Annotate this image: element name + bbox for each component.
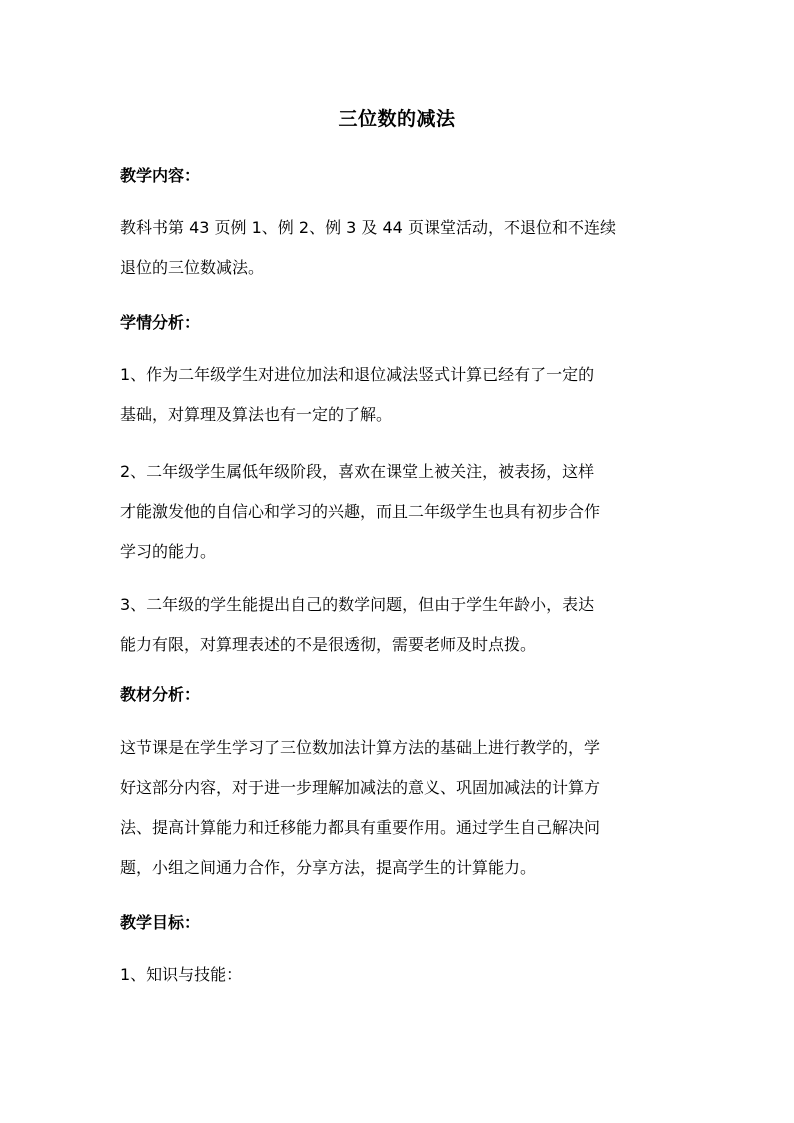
heading-teaching-content: 教学内容： (120, 166, 201, 185)
text-line: 1、作为二年级学生对进位加法和退位减法竖式计算已经有了一定的 (120, 365, 595, 384)
heading-teaching-goals: 教学目标： (120, 913, 201, 932)
heading-material-analysis: 教材分析： (120, 685, 201, 704)
heading-student-analysis: 学情分析： (120, 313, 201, 332)
text-line: 退位的三位数减法。 (120, 258, 265, 277)
text-line: 3、二年级的学生能提出自己的数学问题，但由于学生年龄小，表达 (120, 595, 595, 614)
text-line: 学习的能力。 (120, 542, 217, 561)
paragraph-goals-item-1 (120, 955, 676, 995)
text-line: 基础，对算理及算法也有一定的了解。 (120, 405, 393, 424)
text-line: 好这部分内容，对于进一步理解加减法的意义、巩固加减法的计算方 (120, 778, 601, 797)
text-line: 能力有限，对算理表述的不是很透彻，需要老师及时点拨。 (120, 635, 537, 654)
paragraph-material-analysis (120, 728, 676, 888)
paragraph-teaching-content (120, 208, 676, 288)
text-line: 题，小组之间通力合作，分享方法，提高学生的计算能力。 (120, 858, 537, 877)
document-title: 三位数的减法 (338, 108, 456, 130)
paragraph-student-analysis-1 (120, 355, 676, 435)
paragraph-student-analysis-3 (120, 585, 676, 665)
text-line: 法、提高计算能力和迁移能力都具有重要作用。通过学生自己解决问 (120, 818, 601, 837)
text-line: 这节课是在学生学习了三位数加法计算方法的基础上进行教学的，学 (120, 738, 601, 757)
text-line: 1、知识与技能： (120, 965, 243, 984)
text-line: 2、二年级学生属低年级阶段，喜欢在课堂上被关注，被表扬，这样 (120, 462, 595, 481)
text-line: 教科书第 43 页例 1、例 2、例 3 及 44 页课堂活动，不退位和不连续 (120, 218, 616, 237)
paragraph-student-analysis-2 (120, 452, 676, 572)
text-line: 才能激发他的自信心和学习的兴趣，而且二年级学生也具有初步合作 (120, 502, 601, 521)
